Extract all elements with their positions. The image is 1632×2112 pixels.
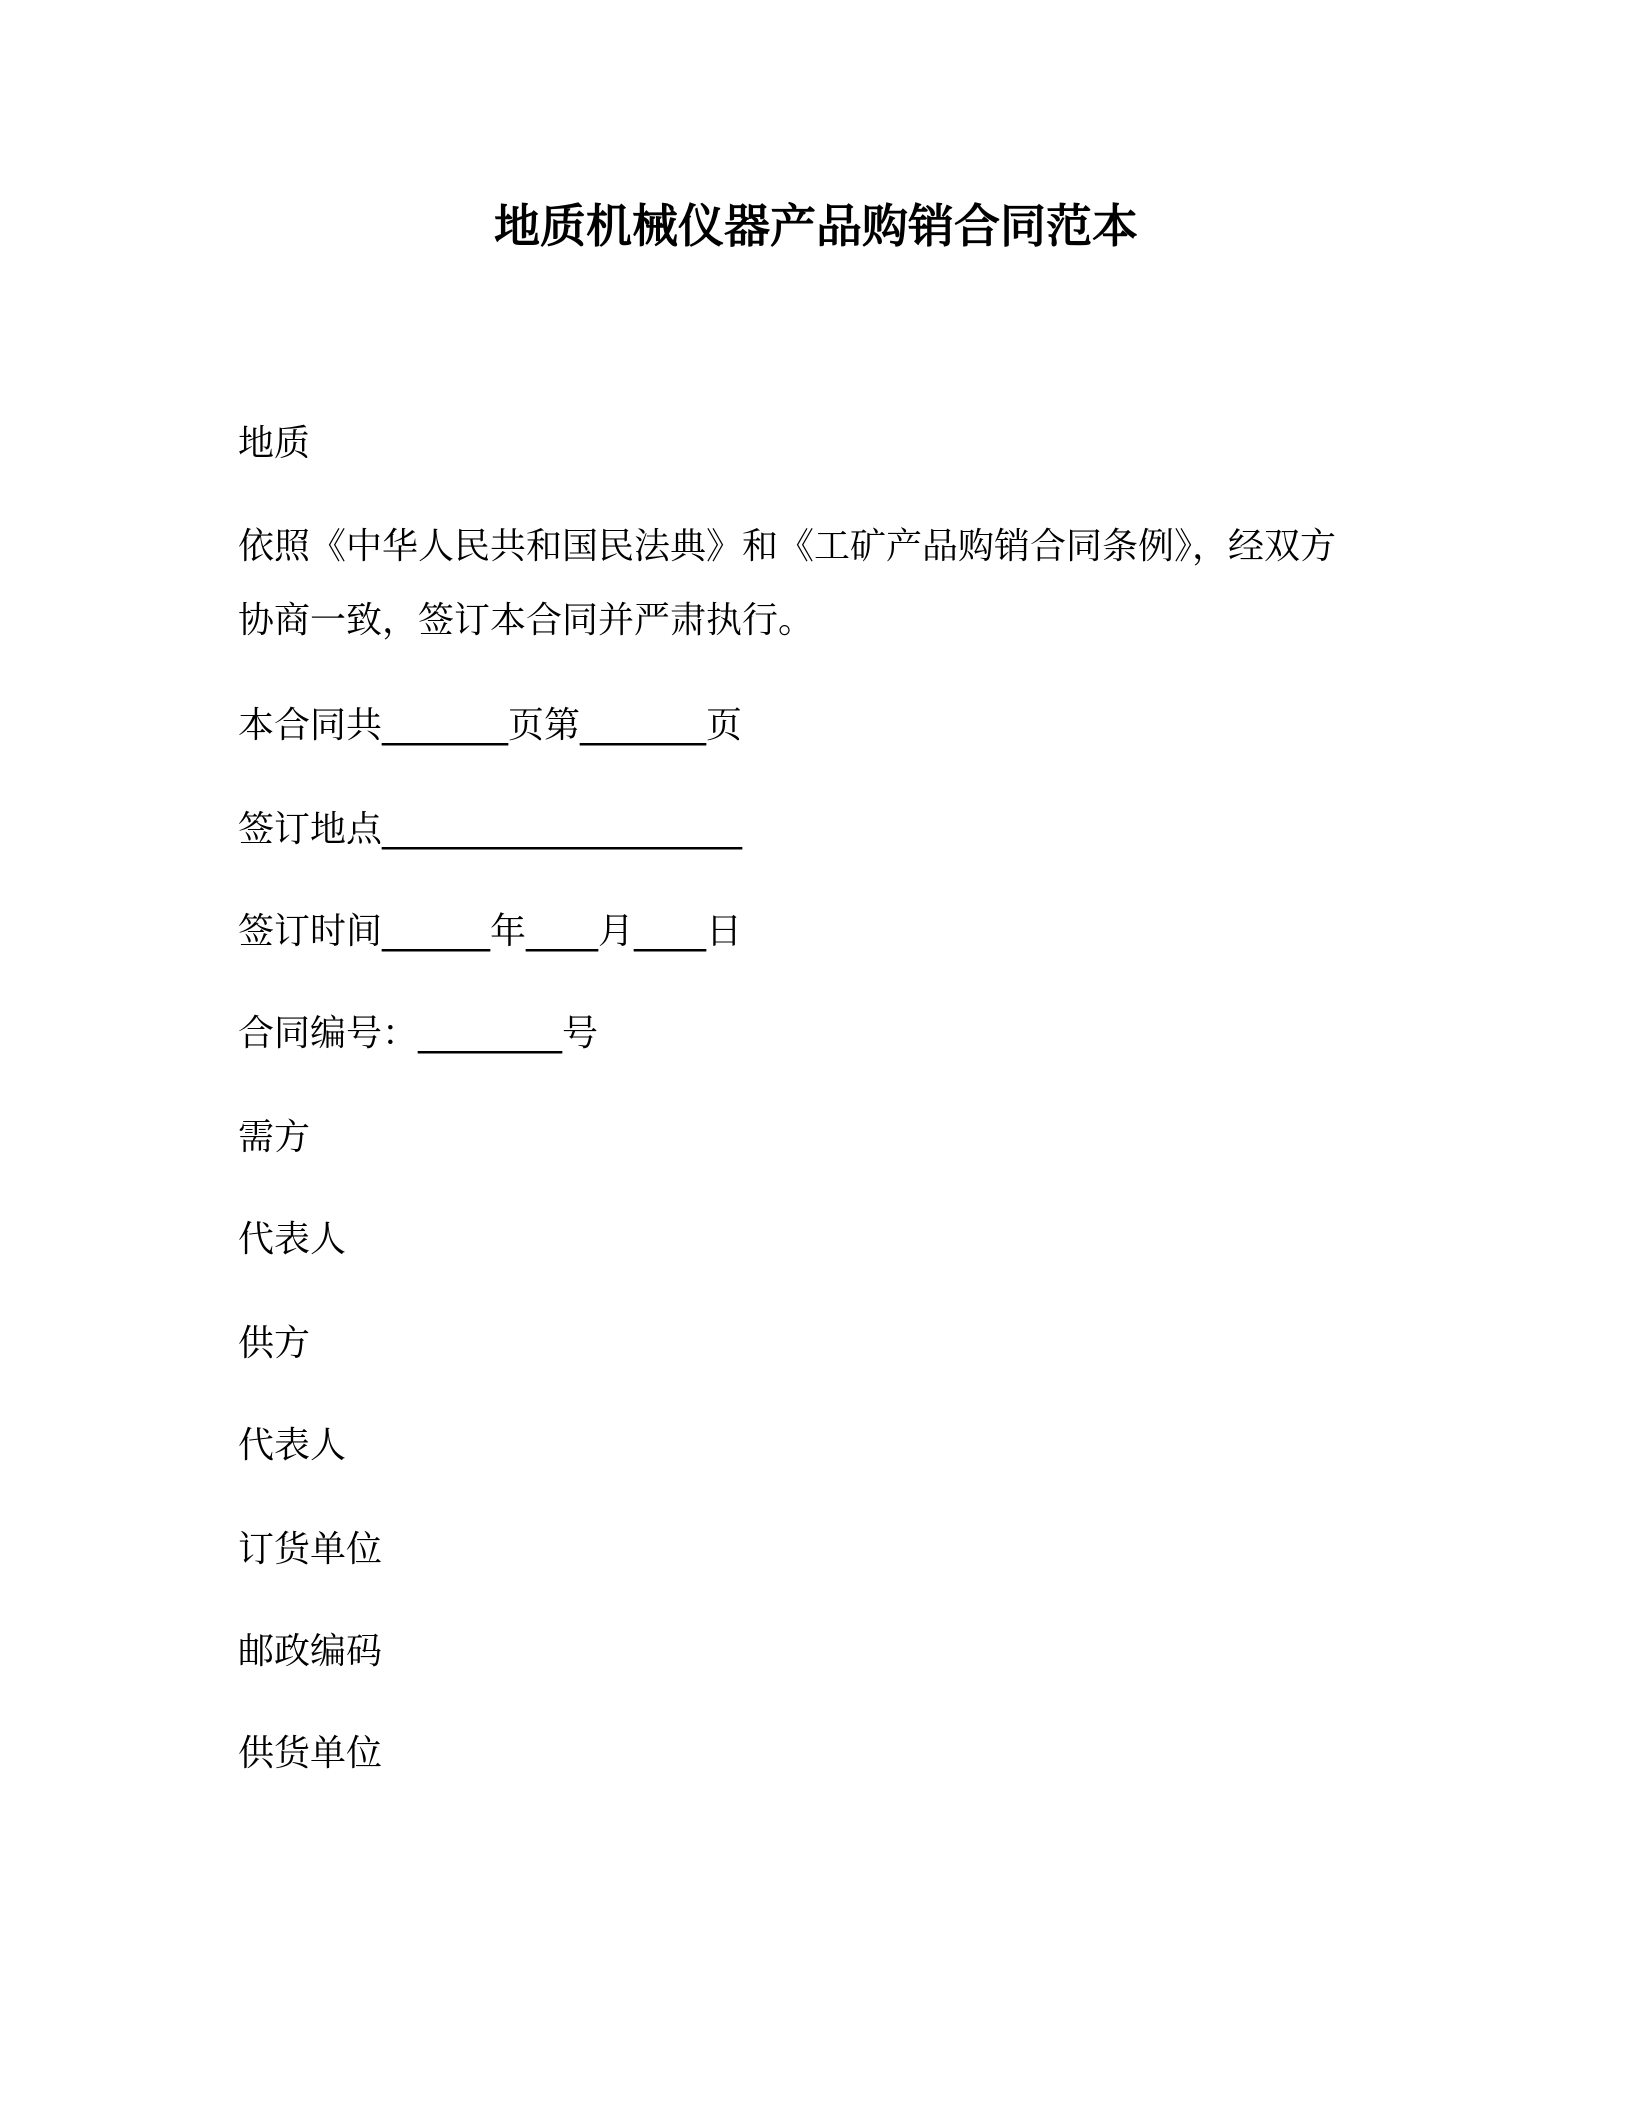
line-buyer-representative: 代表人 [238,1219,347,1260]
line-ordering-unit: 订货单位 [238,1529,383,1570]
line-buyer: 需方 [238,1117,311,1158]
line-category: 地质 [238,423,311,464]
line-supplier: 供方 [238,1323,311,1364]
document-title: 地质机械仪器产品购销合同范本 [494,199,1138,253]
line-page-count: 本合同共_______页第_______页 [238,705,743,746]
line-signing-time: 签订时间______年____月____日 [238,911,743,952]
line-postal-code: 邮政编码 [238,1631,383,1672]
line-supplying-unit: 供货单位 [238,1733,383,1774]
line-preamble: 依照《中华人民共和国民法典》和《工矿产品购销合同条例》，经双方协商一致，签订本合同并严肃执行。 [238,526,1337,641]
line-supplier-representative: 代表人 [238,1425,347,1466]
line-signing-place: 签订地点____________________ [238,809,743,850]
line-contract-number: 合同编号：________号 [238,1013,599,1054]
